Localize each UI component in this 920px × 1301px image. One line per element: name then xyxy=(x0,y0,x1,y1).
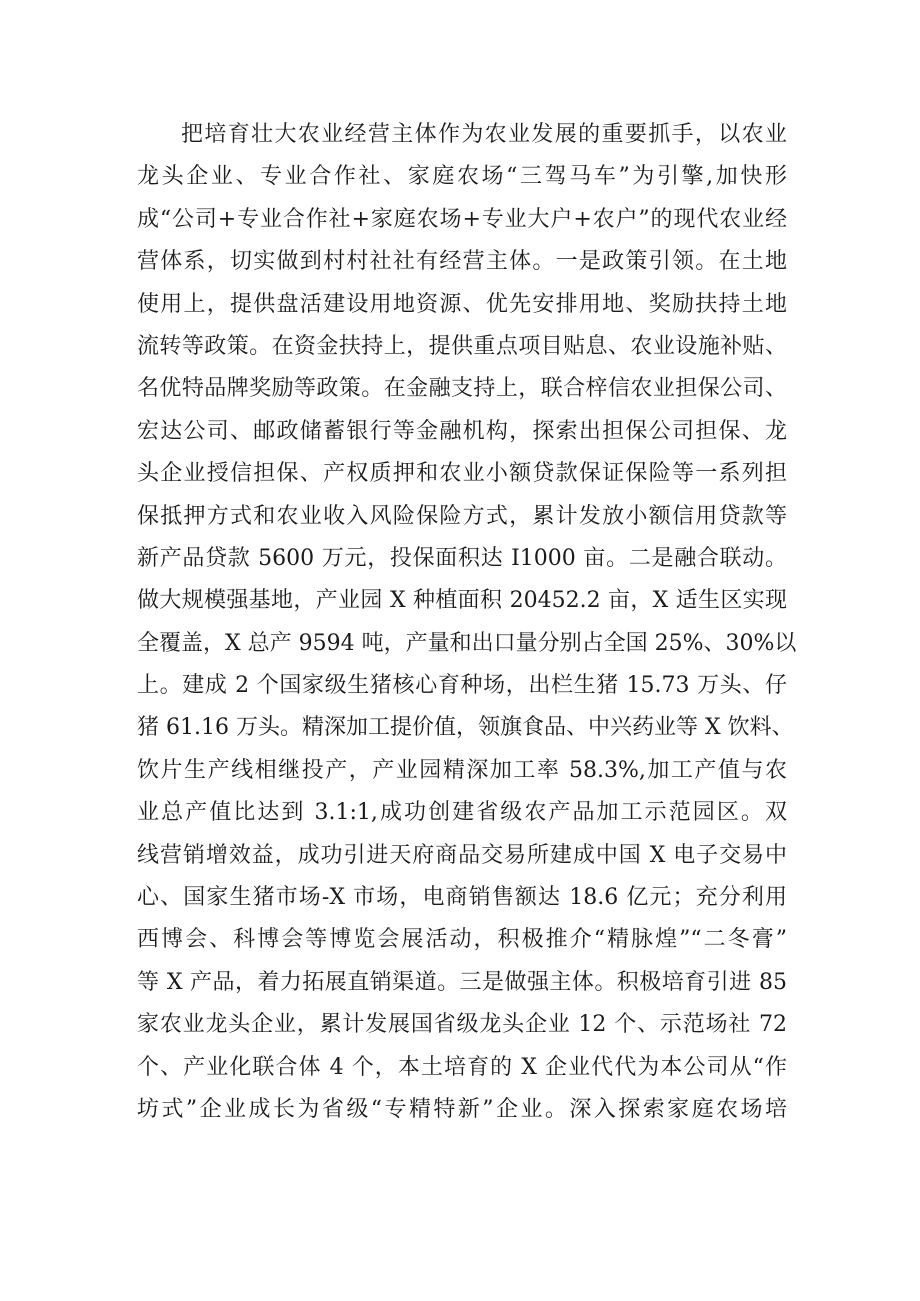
text-line: 个、产业化联合体 4 个，本土培育的 X 企业代代为本公司从“作 xyxy=(137,1054,787,1080)
text-line: 业总产值比达到 3.1:1,成功创建省级农产品加工示范园区。双 xyxy=(137,800,787,826)
text-line: 成“公司+专业合作社+家庭农场+专业大户+农户”的现代农业经 xyxy=(137,206,787,232)
text-line: 心、国家生猪市场-X 市场，电商销售额达 18.6 亿元；充分利用 xyxy=(137,885,787,911)
text-line: 头企业授信担保、产权质押和农业小额贷款保证保险等一系列担 xyxy=(137,461,787,487)
text-line: 把培育壮大农业经营主体作为农业发展的重要抓手，以农业 xyxy=(181,122,787,147)
text-line: 名优特品牌奖励等政策。在金融支持上，联合梓信农业担保公司、 xyxy=(137,376,787,402)
text-line: 饮片生产线相继投产，产业园精深加工率 58.3%,加工产值与农 xyxy=(137,757,787,783)
text-line: 新产品贷款 5600 万元，投保面积达 I1000 亩。二是融合联动。 xyxy=(137,545,787,571)
text-line: 西博会、科博会等博览会展活动，积极推介“精脉煌”“二冬膏” xyxy=(137,927,787,953)
text-line: 使用上，提供盘活建设用地资源、优先安排用地、奖励扶持土地 xyxy=(137,291,787,317)
text-line: 上。建成 2 个国家级生猪核心育种场，出栏生猪 15.73 万头、仔 xyxy=(137,673,787,699)
text-line: 流转等政策。在资金扶持上，提供重点项目贴息、农业设施补贴、 xyxy=(137,333,787,359)
text-line: 保抵押方式和农业收入风险保险方式，累计发放小额信用贷款等 xyxy=(137,503,787,529)
text-line: 猪 61.16 万头。精深加工提价值，领旗食品、中兴药业等 X 饮料、 xyxy=(137,715,794,741)
text-line: 龙头企业、专业合作社、家庭农场“三驾马车”为引擎,加快形 xyxy=(137,164,787,190)
text-line: 宏达公司、邮政储蓄银行等金融机构，探索出担保公司担保、龙 xyxy=(137,418,787,444)
text-line: 营体系，切实做到村村社社有经营主体。一是政策引领。在土地 xyxy=(137,249,787,275)
text-line: 线营销增效益，成功引进天府商品交易所建成中国 X 电子交易中 xyxy=(137,842,787,868)
text-line: 家农业龙头企业，累计发展国省级龙头企业 12 个、示范场社 72 xyxy=(137,1012,787,1038)
text-line: 全覆盖，X 总产 9594 吨，产量和出口量分别占全国 25%、30%以 xyxy=(137,630,797,656)
text-line: 做大规模强基地，产业园 X 种植面积 20452.2 亩，X 适生区实现 xyxy=(137,588,787,614)
body-paragraph xyxy=(137,114,797,1131)
text-line: 等 X 产品，着力拓展直销渠道。三是做强主体。积极培育引进 85 xyxy=(137,969,787,995)
text-line: 坊式”企业成长为省级“专精特新”企业。深入探索家庭农场培 xyxy=(137,1096,787,1122)
